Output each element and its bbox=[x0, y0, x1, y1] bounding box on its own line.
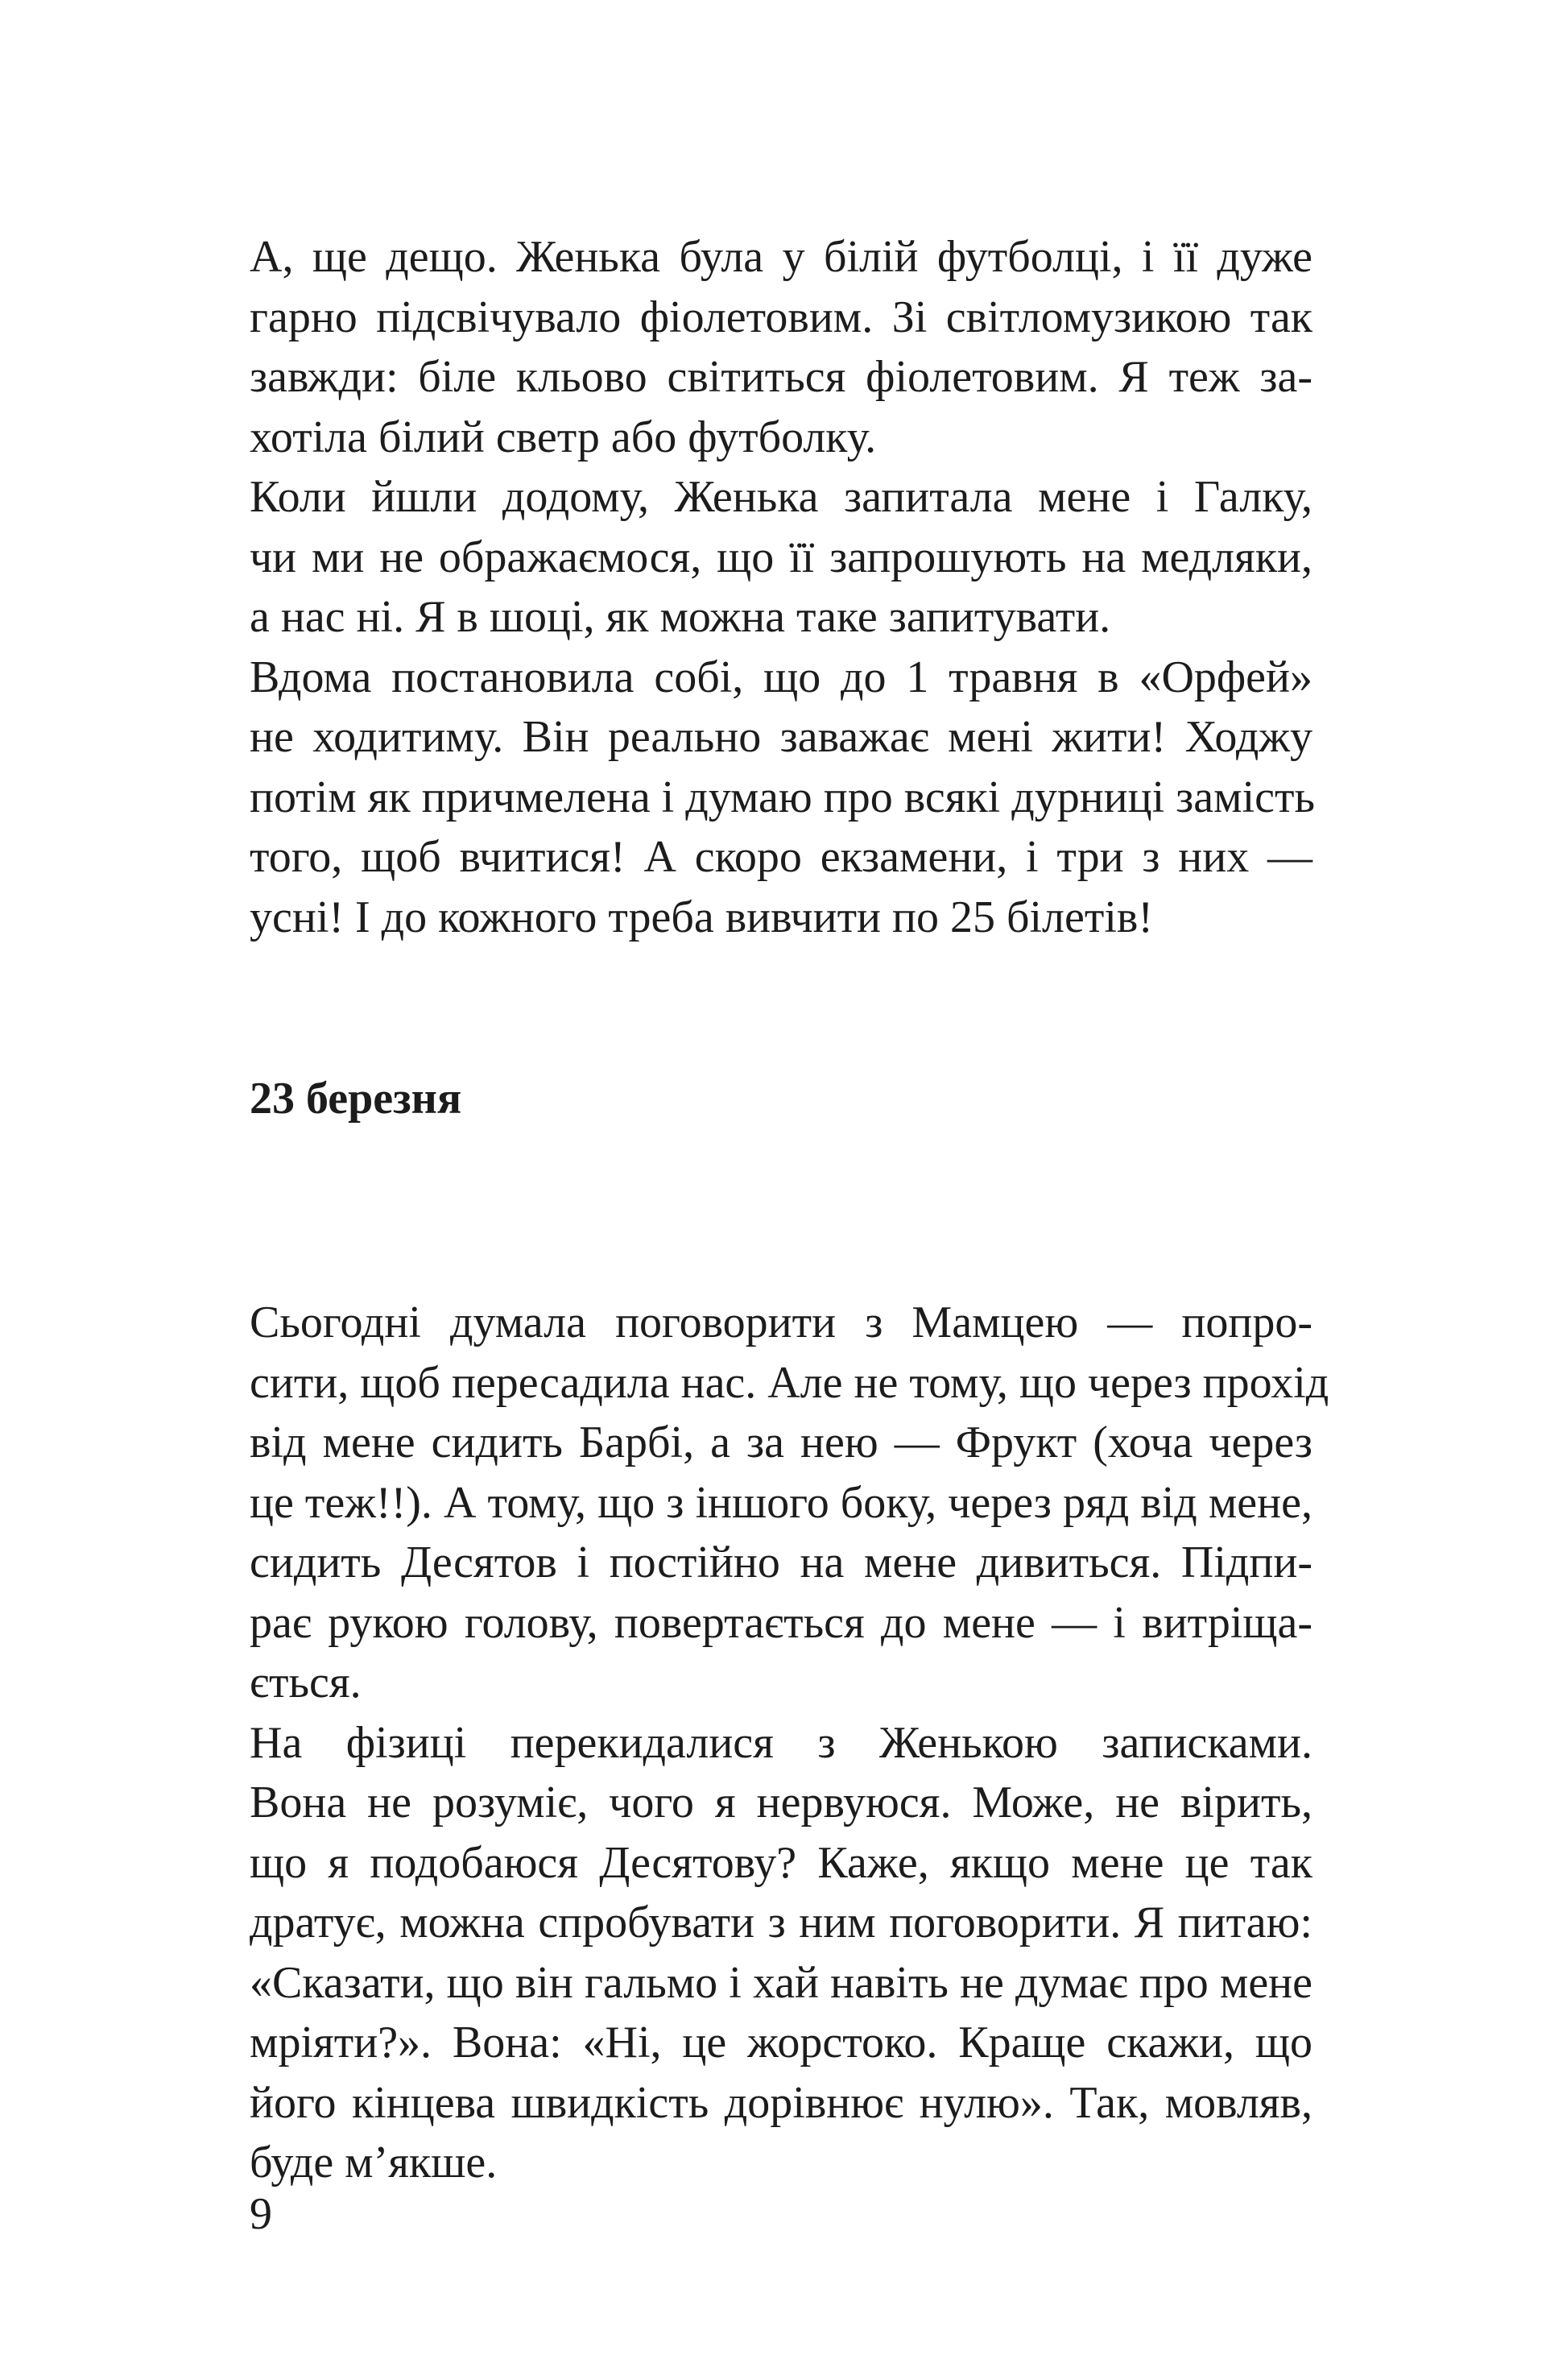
text-line: «Сказати, що він гальмо і хай навіть не думає про мене bbox=[250, 1957, 1312, 2008]
text-line: дратує, можна спробувати з ним поговорити. Я питаю: bbox=[250, 1898, 1312, 1947]
text-line: того, щоб вчитися! А скоро екзамени, і три з них — bbox=[250, 832, 1312, 882]
text-section-1 bbox=[250, 227, 1315, 947]
section-heading-date: 23 березня bbox=[250, 1074, 462, 1124]
text-section-2 bbox=[250, 1293, 1329, 2193]
text-line: ється. bbox=[250, 1658, 362, 1707]
text-line: Сьогодні думала поговорити з Мамцею — попро- bbox=[250, 1298, 1312, 1347]
page-number: 9 bbox=[250, 2189, 272, 2239]
text-line: рає рукою голову, повертається до мене — і витріща- bbox=[250, 1597, 1312, 1648]
text-line: Вдома постановила собі, що до 1 травня в «Орфей» bbox=[250, 652, 1312, 702]
text-line: завжди: біле кльово світиться фіолетовим. Я теж за- bbox=[250, 352, 1312, 402]
text-line: гарно підсвічувало фіолетовим. Зі світломузикою так bbox=[250, 292, 1312, 342]
text-line: усні! І до кожного треба вивчити по 25 білетів! bbox=[250, 892, 1153, 942]
text-line: Вона не розуміє, чого я нервуюся. Може, не вірить, bbox=[250, 1778, 1312, 1827]
text-line: мріяти?». Вона: «Ні, це жорстоко. Краще скажи, що bbox=[250, 2018, 1312, 2067]
text-line: потім як причмелена і думаю про всякі дурниці замість bbox=[250, 772, 1315, 822]
text-line: Коли йшли додому, Женька запитала мене і Галку, bbox=[250, 472, 1312, 522]
text-line: від мене сидить Барбі, а за нею — Фрукт (хоча через bbox=[250, 1418, 1312, 1467]
text-line: А, ще дещо. Женька була у білій футболці, і її дуже bbox=[250, 232, 1312, 282]
text-line: його кінцева швидкість дорівнює нулю». Так, мовляв, bbox=[250, 2077, 1312, 2128]
text-line: не ходитиму. Він реально заважає мені жити! Ходжу bbox=[250, 712, 1312, 762]
text-line: На фізиці перекидалися з Женькою записками. bbox=[250, 1717, 1312, 1768]
text-line: що я подобаюся Десятову? Каже, якщо мене це так bbox=[250, 1837, 1312, 1888]
text-line: сити, щоб пересадила нас. Але не тому, що через прохід bbox=[250, 1357, 1329, 1408]
text-line: буде м’якше. bbox=[250, 2138, 498, 2188]
text-line: сидить Десятов і постійно на мене дивиться. Підпи- bbox=[250, 1538, 1312, 1587]
text-line: а нас ні. Я в шоці, як можна таке запитувати. bbox=[250, 592, 1111, 642]
text-line: чи ми не ображаємося, що її запрошують на медляки, bbox=[250, 532, 1312, 582]
text-line: це теж!!). А тому, що з іншого боку, через ряд від мене, bbox=[250, 1477, 1312, 1528]
text-line: хотіла білий светр або футболку. bbox=[250, 412, 877, 462]
